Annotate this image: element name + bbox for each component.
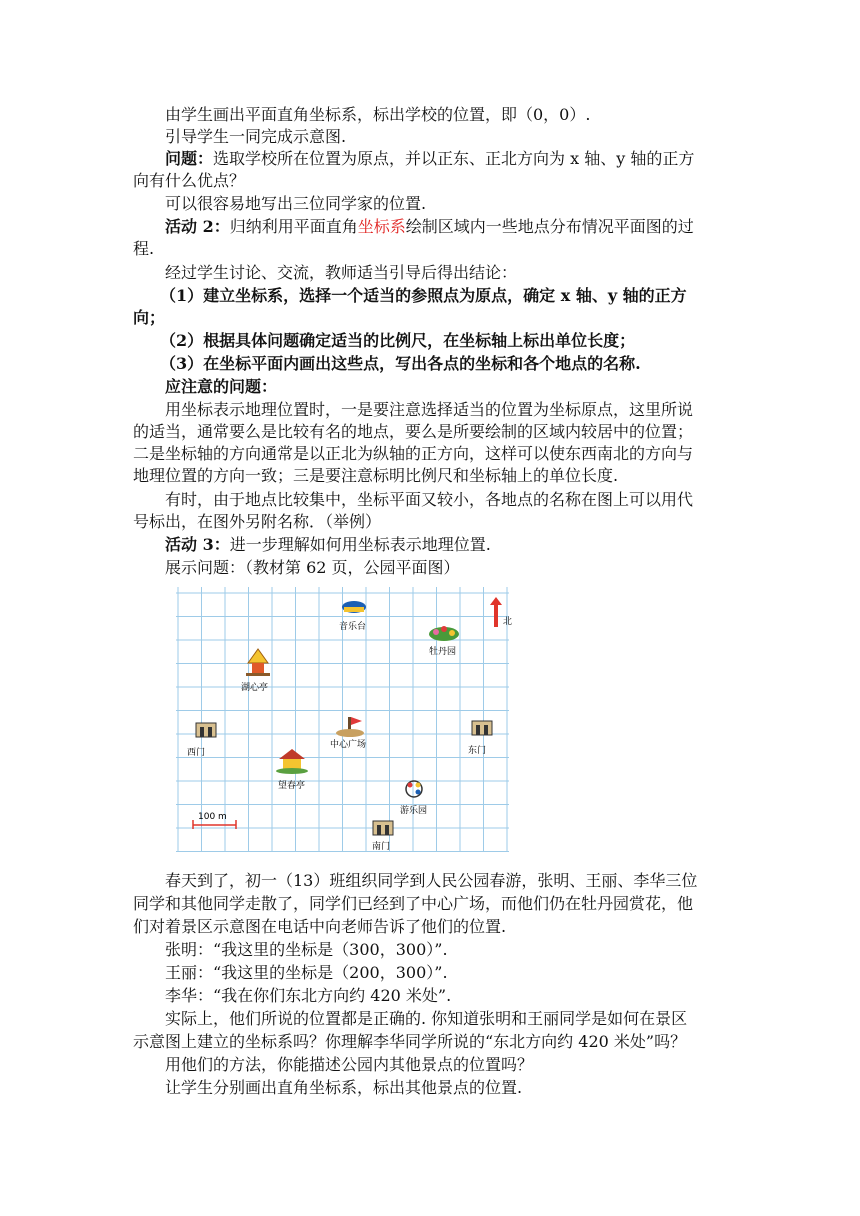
text: （3）在坐标平面内画出这些点，写出各点的坐标和各个地点的名称. [160,354,641,373]
paragraph [165,148,765,170]
south-gate-label: 南门 [372,842,391,852]
paragraph [165,557,765,579]
text: 绘制区域内一些地点分布情况平面图的过 [405,217,694,236]
text: 引导学生一同完成示意图. [165,127,347,146]
text: 们对着景区示意图在电话中向老师告诉了他们的位置. [133,917,507,936]
text: 示意图上建立的坐标系吗？你理解李华同学所说的“东北方向约 420 米处”吗？ [133,1032,687,1051]
scale-label: 100 m [198,812,227,822]
paragraph [165,216,765,238]
paragraph [165,939,765,961]
text: 由学生画出平面直角坐标系，标出学校的位置，即（0，0）. [165,105,591,124]
text: 可以很容易地写出三位同学家的位置. [165,194,427,213]
text: 展示问题：（教材第 62 页，公园平面图） [165,558,460,577]
paragraph [133,238,733,260]
paragraph [165,1077,765,1099]
music-stage-icon [342,601,366,613]
text: 实际上，他们所说的位置都是正确的. 你知道张明和王丽同学是如何在景区 [165,1009,688,1028]
text: （2）根据具体问题确定适当的比例尺，在坐标轴上标出单位长度； [160,331,636,350]
paragraph [133,893,733,915]
text: 程. [133,239,155,258]
conclusion-3 [160,353,760,375]
paragraph [165,399,765,421]
text: 同学和其他同学走散了，同学们已经到了中心广场，而他们仍在牡丹园赏花，他 [133,894,694,913]
paragraph [165,1008,765,1030]
activity-label: 活动 2： [165,217,230,236]
paragraph [133,511,733,533]
paragraph [165,126,765,148]
text: （1）建立坐标系，选择一个适当的参照点为原点，确定 x 轴、y 轴的正方 [160,286,687,305]
paragraph [165,262,765,284]
east-gate-icon [472,721,492,735]
text: 进一步理解如何用坐标表示地理位置. [229,535,491,554]
peony-garden-label: 牡丹园 [429,647,457,657]
lake-pavilion-label: 湖心亭 [241,683,269,693]
heading [165,376,765,398]
text: 向有什么优点？ [133,171,246,190]
east-gate-label: 东门 [468,746,487,756]
paragraph [165,193,765,215]
amusement-park-icon [406,781,422,797]
paragraph [133,421,733,443]
paragraph [133,1031,733,1053]
question-label: 问题： [165,149,214,168]
paragraph [165,1054,765,1076]
north-label: 北 [503,617,513,627]
paragraph [133,916,733,938]
paragraph [165,870,765,892]
spring-pavilion-label: 望春亭 [278,781,306,791]
text: 选取学校所在位置为原点，并以正东、正北方向为 x 轴、y 轴的正方 [213,149,695,168]
text: 张明：“我这里的坐标是（300，300）”. [165,940,448,959]
text: 李华：“我在你们东北方向约 420 米处”. [165,986,452,1005]
central-square-label: 中心广场 [330,740,367,750]
spring-pavilion-icon [276,749,308,774]
paragraph [165,534,765,556]
paragraph [165,104,765,126]
west-gate-icon [196,723,216,737]
west-gate-label: 西门 [187,748,206,758]
keyword-link[interactable]: 坐标系 [357,217,406,236]
north-arrow-icon [490,597,502,627]
text: 号标出，在图外另附名称．（举例） [133,512,382,531]
conclusion-2 [160,330,760,352]
conclusion-1 [160,285,760,307]
peony-garden-icon [429,626,459,641]
text: 经过学生讨论、交流，教师适当引导后得出结论： [165,263,518,282]
central-square-icon [336,717,364,737]
paragraph [165,489,765,511]
text: 用他们的方法，你能描述公园内其他景点的位置吗？ [165,1055,534,1074]
text: 王丽：“我这里的坐标是（200，300）”. [165,963,448,982]
paragraph [133,465,733,487]
paragraph [165,985,765,1007]
music-stage-label: 音乐台 [339,622,367,632]
activity-label: 活动 3： [165,535,230,554]
text: 让学生分别画出直角坐标系，标出其他景点的位置. [165,1078,523,1097]
text: 归纳利用平面直角 [229,217,358,236]
text: 用坐标表示地理位置时，一是要注意选择适当的位置为坐标原点，这里所说 [165,400,694,419]
conclusion-1-cont [133,307,733,329]
paragraph [165,962,765,984]
south-gate-icon [373,821,393,835]
text: 春天到了，初一（13）班组织同学到人民公园春游，张明、王丽、李华三位 [165,871,698,890]
text: 应注意的问题： [165,377,278,396]
lake-pavilion-icon [246,649,270,676]
park-map [176,587,513,852]
paragraph [133,170,733,192]
text: 地理位置的方向一致；三是要注意标明比例尺和坐标轴上的单位长度. [133,466,619,485]
park-map-svg [176,587,513,852]
text: 的适当，通常要么是比较有名的地点，要么是所要绘制的区域内较居中的位置； [133,422,694,441]
text: 有时，由于地点比较集中，坐标平面又较小，各地点的名称在图上可以用代 [165,490,694,509]
amusement-park-label: 游乐园 [400,806,428,816]
text: 二是坐标轴的方向通常是以正北为纵轴的正方向，这样可以使东西南北的方向与 [133,444,694,463]
text: 向； [133,308,166,327]
paragraph [133,443,733,465]
